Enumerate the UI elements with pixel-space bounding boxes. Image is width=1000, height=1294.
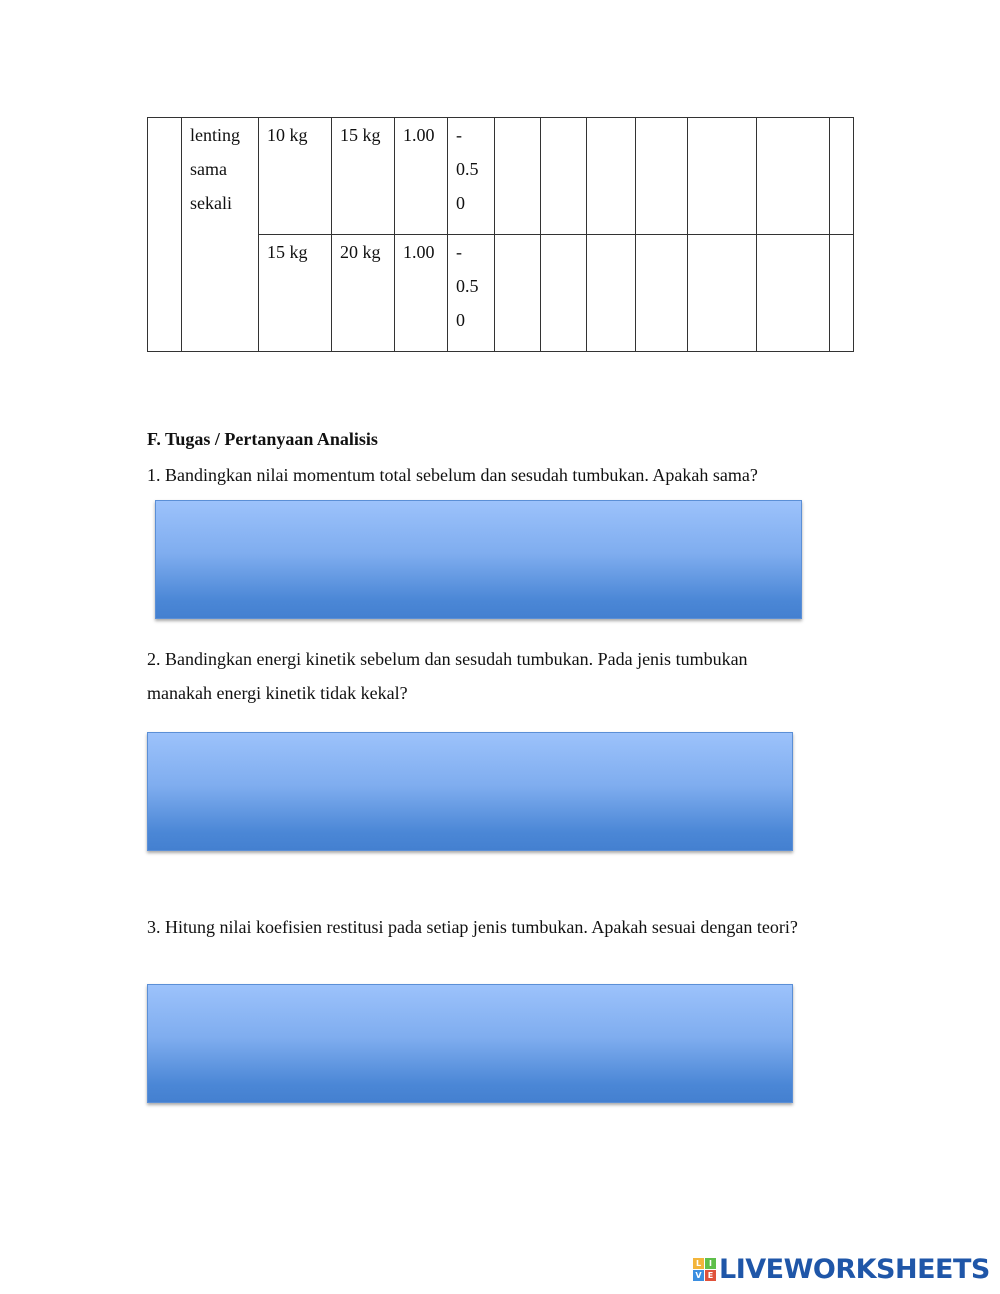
table-cell-mass-2: 20 kg	[332, 235, 395, 352]
table-cell-restitution: 1.00	[395, 118, 448, 235]
velocity-line: -	[456, 125, 462, 145]
collision-type-line: sekali	[190, 193, 232, 213]
answer-box-1[interactable]	[155, 500, 802, 619]
table-cell-empty	[541, 235, 587, 352]
table-cell-restitution: 1.00	[395, 235, 448, 352]
table-cell-mass-1: 10 kg	[259, 118, 332, 235]
table-cell-number	[148, 118, 182, 352]
logo-mark-letter: V	[693, 1270, 704, 1281]
logo-mark-letter: E	[705, 1270, 716, 1281]
question-3: 3. Hitung nilai koefisien restitusi pada setiap jenis tumbukan. Apakah sesuai dengan teori?	[147, 917, 798, 937]
question-1: 1. Bandingkan nilai momentum total sebelum dan sesudah tumbukan. Apakah sama?	[147, 465, 758, 485]
table-cell-empty	[587, 235, 636, 352]
table-cell-empty	[587, 118, 636, 235]
collision-type-line: sama	[190, 159, 227, 179]
table-cell-collision-type	[182, 118, 259, 352]
table-cell-empty	[830, 118, 854, 235]
table-cell-empty	[757, 118, 830, 235]
results-table	[147, 117, 854, 352]
section-title: F. Tugas / Pertanyaan Analisis	[147, 429, 378, 449]
velocity-line: -	[456, 242, 462, 262]
collision-type-line: lenting	[190, 125, 240, 145]
logo-mark-letter: I	[705, 1258, 716, 1269]
answer-box-3[interactable]	[147, 984, 793, 1103]
table-cell-empty	[688, 235, 757, 352]
velocity-line: 0	[456, 193, 465, 213]
logo-mark-icon	[693, 1258, 716, 1281]
velocity-line: 0.5	[456, 159, 479, 179]
liveworksheets-logo[interactable]	[693, 1254, 990, 1284]
table-cell-mass-2: 15 kg	[332, 118, 395, 235]
logo-mark-letter: L	[693, 1258, 704, 1269]
table-cell-empty	[757, 235, 830, 352]
table-row	[148, 118, 854, 235]
answer-box-2[interactable]	[147, 732, 793, 851]
velocity-line: 0.5	[456, 276, 479, 296]
table-cell-velocity	[448, 235, 495, 352]
table-cell-empty	[495, 235, 541, 352]
table-cell-mass-1: 15 kg	[259, 235, 332, 352]
table-cell-empty	[495, 118, 541, 235]
logo-text: LIVEWORKSHEETS	[719, 1253, 990, 1285]
question-2: 2. Bandingkan energi kinetik sebelum dan sesudah tumbukan. Pada jenis tumbukan manakah energi kinetik tidak kekal?	[147, 649, 748, 703]
table-cell-empty	[688, 118, 757, 235]
table-cell-velocity	[448, 118, 495, 235]
table-cell-empty	[636, 235, 688, 352]
velocity-line: 0	[456, 310, 465, 330]
table-cell-empty	[830, 235, 854, 352]
table-cell-empty	[636, 118, 688, 235]
table-cell-empty	[541, 118, 587, 235]
